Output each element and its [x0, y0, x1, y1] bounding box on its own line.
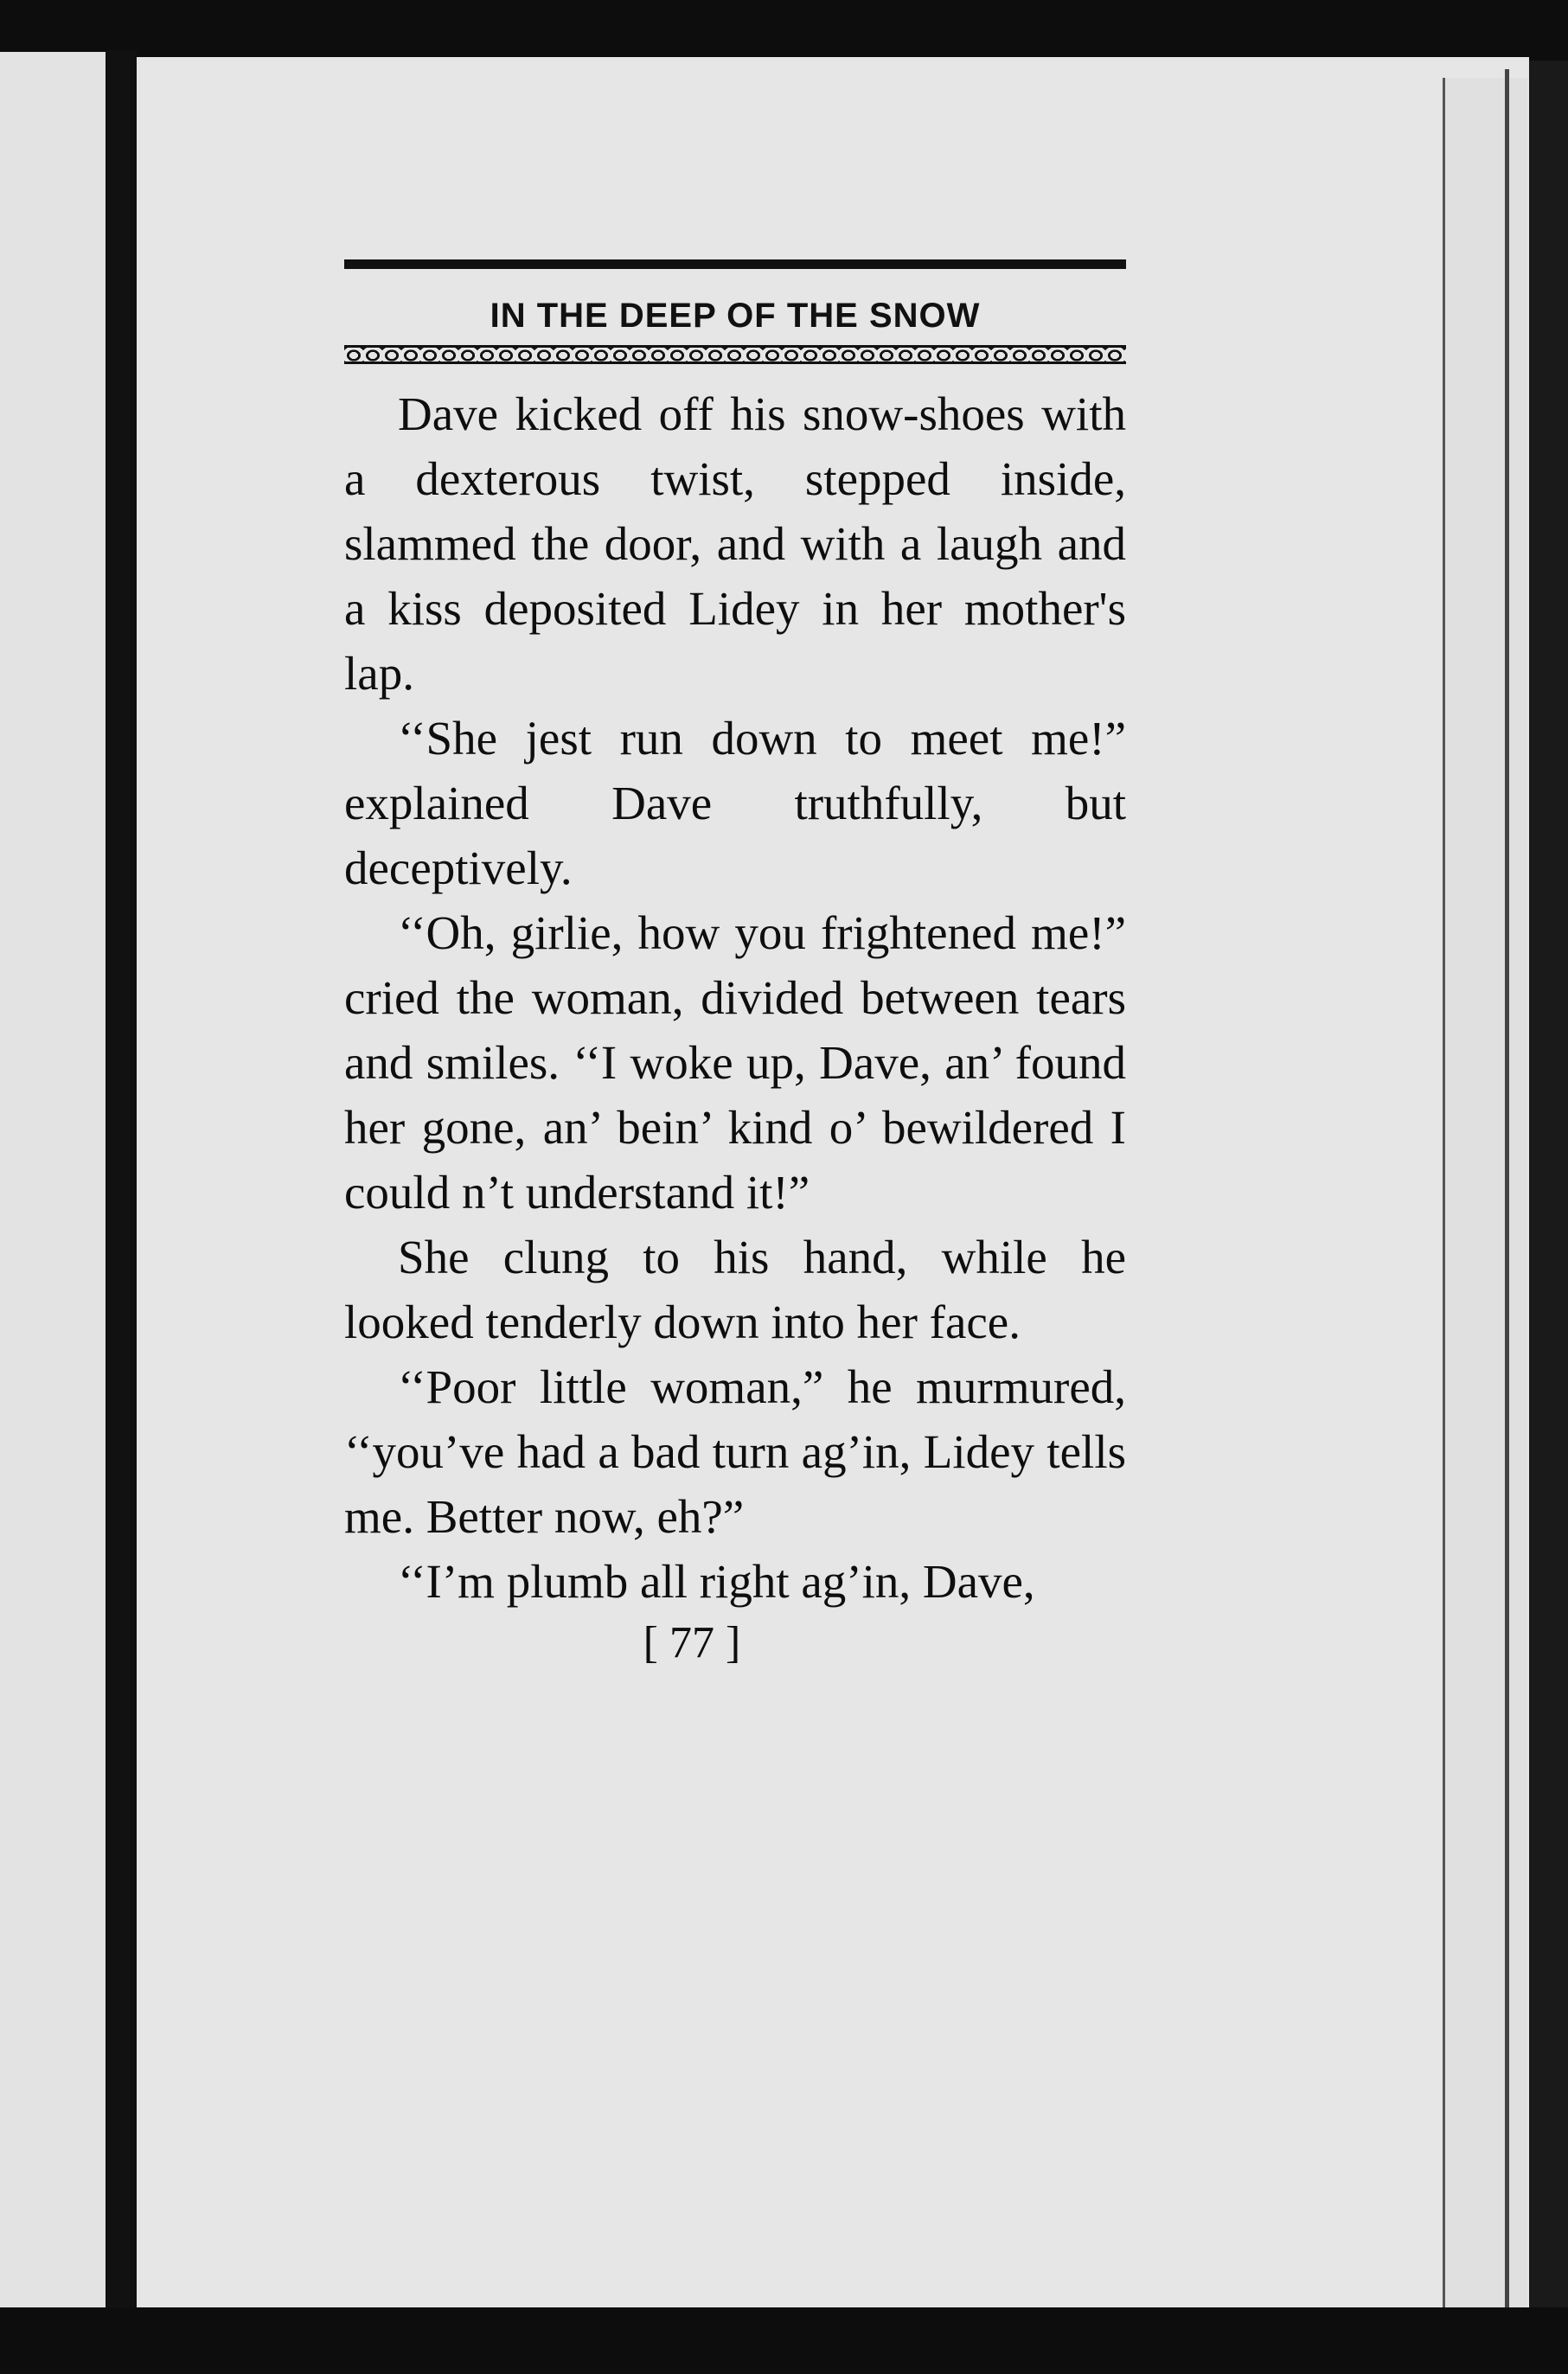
scan-border-top [0, 0, 1568, 61]
page-number: [ 77 ] [643, 1618, 741, 1667]
header-rule [344, 259, 1126, 269]
facing-page-edge [0, 52, 106, 2313]
page-fore-edge [1443, 78, 1527, 2309]
body-text [344, 381, 1126, 1614]
paragraph: ‘‘I’m plumb all right ag’in, Dave, [398, 1555, 1035, 1608]
page-content [344, 259, 1126, 1668]
paragraph: She clung to his hand, while he looked tenderly down into her face. [344, 1231, 1126, 1348]
chain-ornament [344, 345, 1126, 364]
book-gutter [106, 50, 137, 2316]
paragraph: ‘‘Poor little woman,” he murmured, ‘‘you’ve had a bad turn ag’in, Lidey tells me. Better now, eh?” [344, 1360, 1126, 1543]
paragraph: ‘‘Oh, girlie, how you frightened me!” cried the woman, divided between tears and smiles. ‘‘I woke up, Dave, an’ found her gone, an’ bein’ kind o’ bewildered I could n’t understand it!” [344, 906, 1126, 1219]
scan-border-bottom [0, 2307, 1568, 2374]
running-head: IN THE DEEP OF THE SNOW [490, 297, 981, 335]
paragraph: ‘‘She jest run down to meet me!” explained Dave truthfully, but deceptively. [344, 712, 1126, 894]
page-fore-edge-line [1505, 69, 1509, 2309]
paragraph: Dave kicked off his snow-shoes with a dexterous twist, stepped inside, slammed the door, and with a laugh and a kiss deposited Lidey in her mother's lap. [344, 387, 1126, 700]
